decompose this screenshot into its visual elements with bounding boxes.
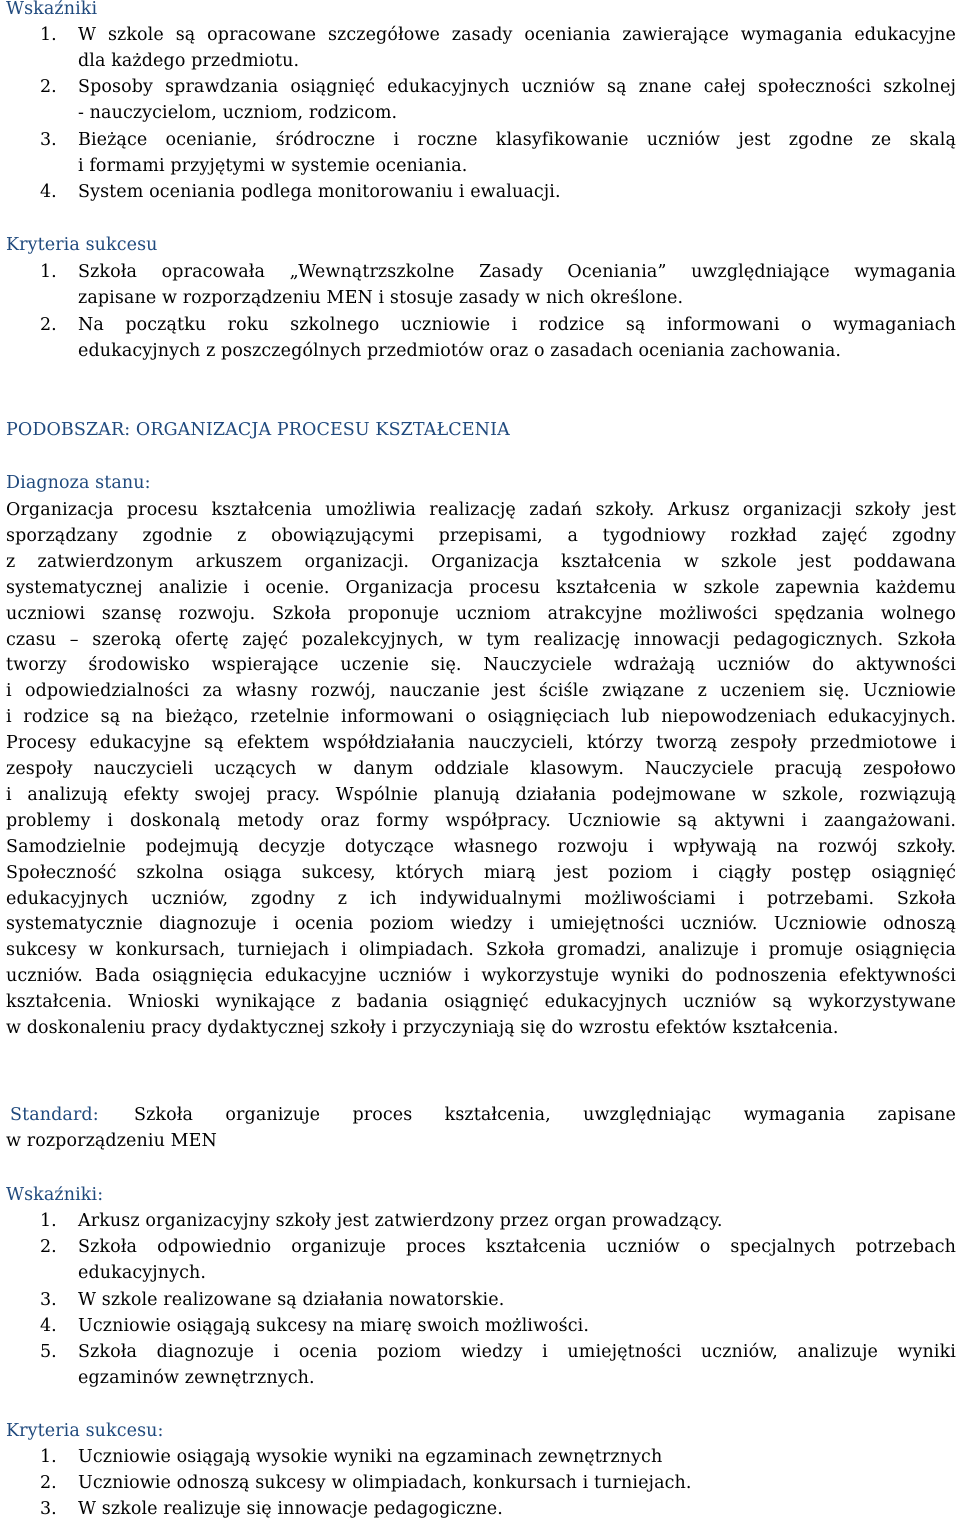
paragraph-line: systematycznie diagnozuje i ocenia poziom wiedzy i umiejętności uczniów. Uczniowie odnoszą bbox=[6, 914, 956, 934]
list-item-number: 4. bbox=[40, 1316, 57, 1336]
paragraph-line: kształcenia. Wnioski wynikające z badania osiągnięć edukacyjnych uczniów są wykorzystywane bbox=[6, 992, 956, 1012]
paragraph-line: i analizują efekty swojej pracy. Wspólnie planują działania podejmowane w szkole, rozwiązują bbox=[6, 785, 956, 805]
list-item-number: 1. bbox=[40, 262, 57, 282]
list-item-text: edukacyjnych z poszczególnych przedmiotów oraz o zasadach oceniania zachowania. bbox=[78, 341, 842, 361]
paragraph-line: edukacyjnych uczniów, zgodny z ich indywidualnymi możliwościami i potrzebami. Szkoła bbox=[6, 889, 956, 909]
list-item-number: 2. bbox=[40, 1237, 57, 1257]
list-item-number: 1. bbox=[40, 1447, 57, 1467]
paragraph-line: czasu – szeroką ofertę zajęć pozalekcyjnych, w tym realizację innowacji pedagogicznych. Szkoła bbox=[6, 630, 956, 650]
paragraph-line: problemy i doskonalą metody oraz formy współpracy. Uczniowie są aktywni i zaangażowani. bbox=[6, 811, 956, 831]
list-item-number: 1. bbox=[40, 1211, 57, 1231]
list-item-text: Na początku roku szkolnego uczniowie i rodzice są informowani o wymaganiach bbox=[78, 315, 956, 335]
paragraph-line: zespoły nauczycieli uczących w danym oddziale klasowym. Nauczyciele pracują zespołowo bbox=[6, 759, 956, 779]
paragraph-line: sporządzany zgodnie z obowiązującymi przepisami, a tygodniowy rozkład zajęć zgodny bbox=[6, 526, 956, 546]
diagnosis-heading: Diagnoza stanu: bbox=[6, 473, 151, 493]
standard-text: Szkoła organizuje proces kształcenia, uwzględniając wymagania zapisane bbox=[134, 1105, 956, 1125]
list-item-number: 1. bbox=[40, 25, 57, 45]
list-item-text: i formami przyjętymi w systemie oceniania. bbox=[78, 156, 468, 176]
list-item-text: zapisane w rozporządzeniu MEN i stosuje zasady w nich określone. bbox=[78, 288, 684, 308]
list-item-number: 3. bbox=[40, 1499, 57, 1519]
paragraph-line: uczniów. Bada osiągnięcia edukacyjne uczniów i wykorzystuje wyniki do podnoszenia efektywności bbox=[6, 966, 956, 986]
list-item-number: 5. bbox=[40, 1342, 57, 1362]
list-item-text: Bieżące ocenianie, śródroczne i roczne klasyfikowanie uczniów jest zgodne ze skalą bbox=[78, 130, 956, 150]
list-item-number: 2. bbox=[40, 315, 57, 335]
paragraph-line: Organizacja procesu kształcenia umożliwia realizację zadań szkoły. Arkusz organizacji szkoły jest bbox=[6, 500, 956, 520]
paragraph-line: systematycznej analizie i ocenie. Organizacja procesu kształcenia w szkole zapewnia każdemu bbox=[6, 578, 956, 598]
list-item-text: W szkole są opracowane szczegółowe zasady oceniania zawierające wymagania edukacyjne bbox=[78, 25, 956, 45]
list-item-number: 3. bbox=[40, 130, 57, 150]
paragraph-line: tworzy środowisko wspierające uczenie się. Nauczyciele wdrażają uczniów do aktywności bbox=[6, 655, 956, 675]
paragraph-line: uczniowi szansę rozwoju. Szkoła proponuje uczniom atrakcyjne możliwości spędzania wolnego bbox=[6, 604, 956, 624]
list-item-text: dla każdego przedmiotu. bbox=[78, 51, 300, 71]
list-item-number: 4. bbox=[40, 182, 57, 202]
list-item-text: Szkoła odpowiednio organizuje proces kształcenia uczniów o specjalnych potrzebach bbox=[78, 1237, 956, 1257]
section-heading-kryteria: Kryteria sukcesu bbox=[6, 235, 158, 255]
list-item-number: 2. bbox=[40, 77, 57, 97]
list-item-text: Szkoła opracowała „Wewnątrzszkolne Zasady Oceniania” uwzględniające wymagania bbox=[78, 262, 956, 282]
subarea-title: PODOBSZAR: ORGANIZACJA PROCESU KSZTAŁCENIA bbox=[6, 420, 510, 440]
paragraph-line: z zatwierdzonym arkuszem organizacji. Organizacja kształcenia w szkole jest poddawana bbox=[6, 552, 956, 572]
list-item-text: - nauczycielom, uczniom, rodzicom. bbox=[78, 103, 398, 123]
paragraph-line: sukcesy w konkursach, turniejach i olimpiadach. Szkoła gromadzi, analizuje i promuje osiągnięcia bbox=[6, 940, 956, 960]
section-heading-kryteria: Kryteria sukcesu: bbox=[6, 1421, 164, 1441]
section-heading-wskazniki: Wskaźniki bbox=[6, 0, 98, 19]
list-item-text: edukacyjnych. bbox=[78, 1263, 207, 1283]
list-item-number: 2. bbox=[40, 1473, 57, 1493]
list-item-text: Uczniowie osiągają sukcesy na miarę swoich możliwości. bbox=[78, 1316, 590, 1336]
standard-text: w rozporządzeniu MEN bbox=[6, 1131, 217, 1151]
paragraph-line: Procesy edukacyjne są efektem współdziałania nauczycieli, którzy tworzą zespoły przedmiotowe i bbox=[6, 733, 956, 753]
list-item-text: Sposoby sprawdzania osiągnięć edukacyjnych uczniów są znane całej społeczności szkolnej bbox=[78, 77, 956, 97]
list-item-text: Szkoła diagnozuje i ocenia poziom wiedzy i umiejętności uczniów, analizuje wyniki bbox=[78, 1342, 956, 1362]
list-item-text: Arkusz organizacyjny szkoły jest zatwierdzony przez organ prowadzący. bbox=[78, 1211, 723, 1231]
list-item-text: Uczniowie odnoszą sukcesy w olimpiadach, konkursach i turniejach. bbox=[78, 1473, 692, 1493]
paragraph-line: i rodzice są na bieżąco, rzetelnie informowani o osiągnięciach lub niepowodzeniach edukacyjnych. bbox=[6, 707, 956, 727]
list-item-number: 3. bbox=[40, 1290, 57, 1310]
list-item-text: W szkole realizowane są działania nowatorskie. bbox=[78, 1290, 505, 1310]
paragraph-line: w doskonaleniu pracy dydaktycznej szkoły i przyczyniają się do wzrostu efektów kształcenia. bbox=[6, 1018, 839, 1038]
section-heading-wskazniki: Wskaźniki: bbox=[6, 1185, 104, 1205]
paragraph-line: Samodzielnie podejmują decyzje dotyczące własnego rozwoju i wpływają na rozwój szkoły. bbox=[6, 837, 956, 857]
paragraph-line: i odpowiedzialności za własny rozwój, nauczanie jest ściśle związane z uczeniem się. Uczniowie bbox=[6, 681, 956, 701]
list-item-text: egzaminów zewnętrznych. bbox=[78, 1368, 315, 1388]
list-item-text: Uczniowie osiągają wysokie wyniki na egzaminach zewnętrznych bbox=[78, 1447, 663, 1467]
standard-label: Standard: bbox=[10, 1105, 99, 1125]
list-item-text: W szkole realizuje się innowacje pedagogiczne. bbox=[78, 1499, 503, 1519]
paragraph-line: Społeczność szkolna osiąga sukcesy, których miarą jest poziom i ciągły postęp osiągnięć bbox=[6, 863, 956, 883]
list-item-text: System oceniania podlega monitorowaniu i ewaluacji. bbox=[78, 182, 561, 202]
